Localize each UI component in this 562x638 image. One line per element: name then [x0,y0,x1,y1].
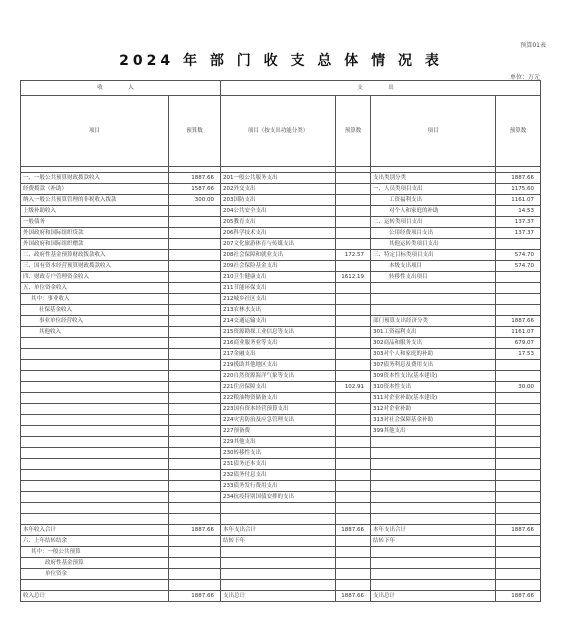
item-cell: 其中：事业收入 [21,294,169,305]
item-cell [371,459,496,470]
item-cell: 上级补助收入 [21,206,169,217]
item-cell: 227预备费 [221,426,336,437]
column-header: 项目（按支出功能分类） [221,96,336,167]
item-cell: 支出总计 [371,591,496,602]
amount-cell [496,404,541,415]
amount-cell [496,426,541,437]
item-cell: 217金融支出 [221,349,336,360]
amount-cell [169,239,221,250]
amount-cell [336,547,371,558]
page-title: 2024 年 部 门 收 支 总 体 情 况 表 [119,53,443,69]
item-cell: 本年支出合计 [221,525,336,536]
item-cell [371,305,496,316]
amount-cell [496,547,541,558]
item-cell: 结转下年 [371,536,496,547]
table-row [21,404,541,415]
item-cell: 230转移性支出 [221,448,336,459]
table-row [21,272,541,283]
item-cell: 212城乡社区支出 [221,294,336,305]
amount-cell: 574.70 [496,250,541,261]
amount-cell [336,239,371,250]
amount-cell [336,305,371,316]
amount-cell: 1887.66 [169,173,221,184]
amount-cell [336,415,371,426]
amount-cell [336,426,371,437]
totals-row [21,580,541,591]
amount-cell [169,217,221,228]
item-cell: 206科学技术支出 [221,228,336,239]
table-row [21,195,541,206]
item-cell: 399其他支出 [371,426,496,437]
amount-cell [169,415,221,426]
amount-cell [169,536,221,547]
item-cell: 单位资金 [21,569,169,580]
table-row [21,316,541,327]
item-cell [21,448,169,459]
item-cell: 221住房保障支出 [221,382,336,393]
amount-cell: 14.53 [496,206,541,217]
amount-cell [336,294,371,305]
amount-cell [169,547,221,558]
amount-cell [336,481,371,492]
table-row [21,250,541,261]
amount-cell [496,459,541,470]
amount-cell: 1587.66 [169,184,221,195]
amount-cell: 1161.07 [496,327,541,338]
amount-cell [169,305,221,316]
amount-cell [169,349,221,360]
item-cell: 对个人和家庭的补助 [371,206,496,217]
item-cell: 205教育支出 [221,217,336,228]
amount-cell: 1887.66 [169,591,221,602]
item-cell: 部门预算支出经济分类 [371,316,496,327]
amount-cell [169,393,221,404]
item-cell: 209社会保险基金支出 [221,261,336,272]
item-cell: 203国防支出 [221,195,336,206]
amount-cell [496,569,541,580]
amount-cell [169,470,221,481]
amount-cell [336,195,371,206]
item-cell: 220自然资源海洋气象等支出 [221,371,336,382]
amount-cell [336,338,371,349]
amount-cell [169,294,221,305]
item-cell: 202外交支出 [221,184,336,195]
column-header: 预算数 [496,96,541,167]
item-cell: 211节能环保支出 [221,283,336,294]
item-cell: 支出总计 [221,591,336,602]
item-cell [371,569,496,580]
item-cell: 本级支出项目 [371,261,496,272]
table-row [21,338,541,349]
amount-cell [336,459,371,470]
amount-cell [336,349,371,360]
item-cell [21,426,169,437]
item-cell: 公用经费项目支出 [371,228,496,239]
amount-cell [496,437,541,448]
item-cell: 214交通运输支出 [221,316,336,327]
amount-cell [496,448,541,459]
amount-cell [169,360,221,371]
amount-cell [336,558,371,569]
amount-cell [336,316,371,327]
amount-cell [496,239,541,250]
item-cell [21,360,169,371]
item-cell: 313对社会保障基金补助 [371,415,496,426]
amount-cell: 1887.66 [336,591,371,602]
item-cell: 233债务发行费用支出 [221,481,336,492]
amount-cell [336,261,371,272]
table-row [21,261,541,272]
amount-cell [336,360,371,371]
item-cell: 外国政府和国际组织赠款 [21,239,169,250]
table-row [21,294,541,305]
amount-cell [169,272,221,283]
totals-row [21,547,541,558]
amount-cell [169,569,221,580]
amount-cell: 30.00 [496,382,541,393]
table-row [21,371,541,382]
item-cell: 307债务利息及费用支出 [371,360,496,371]
item-cell: 收入总计 [21,591,169,602]
item-cell: 本年收入合计 [21,525,169,536]
amount-cell [336,470,371,481]
item-cell: 312对企业补助 [371,404,496,415]
totals-row [21,569,541,580]
column-header-row [21,96,541,167]
item-cell [371,294,496,305]
item-cell [221,558,336,569]
item-cell [21,459,169,470]
amount-cell [169,481,221,492]
item-cell: 事业单位经营收入 [21,316,169,327]
section-header-row [21,81,541,96]
item-cell: 213农林水支出 [221,305,336,316]
amount-cell [336,217,371,228]
item-cell [371,492,496,503]
item-cell: 其他收入 [21,327,169,338]
table-row [21,228,541,239]
table-row [21,173,541,184]
totals-row [21,525,541,536]
amount-cell [496,558,541,569]
amount-cell [496,492,541,503]
item-cell: 231债务还本支出 [221,459,336,470]
item-cell [21,371,169,382]
table-row [21,382,541,393]
amount-cell [336,404,371,415]
amount-cell: 17.53 [496,349,541,360]
amount-cell [336,371,371,382]
totals-row [21,591,541,602]
amount-cell: 1887.66 [336,525,371,536]
table-row [21,239,541,250]
item-cell [371,437,496,448]
table-row [21,470,541,481]
amount-cell [336,173,371,184]
amount-cell [169,261,221,272]
table-row [21,492,541,503]
amount-cell [336,393,371,404]
item-cell: 303对个人和家庭的补助 [371,349,496,360]
item-cell [371,547,496,558]
amount-cell [169,558,221,569]
amount-cell [336,283,371,294]
item-cell: 207文化旅游体育与传媒支出 [221,239,336,250]
item-cell [221,569,336,580]
item-cell: 二、运转类项目支出 [371,217,496,228]
amount-cell: 1887.66 [496,525,541,536]
item-cell: 工资福利支出 [371,195,496,206]
item-cell [371,558,496,569]
item-cell: 其他运转类项目支出 [371,239,496,250]
item-cell [221,580,336,591]
item-cell: 支出类别分类 [371,173,496,184]
item-cell: 政府性基金预算 [21,558,169,569]
amount-cell [169,404,221,415]
column-header: 项目 [21,96,169,167]
column-header: 预算数 [336,96,371,167]
item-cell [21,393,169,404]
amount-cell [169,250,221,261]
item-cell: 216商业服务业等支出 [221,338,336,349]
item-cell [371,481,496,492]
amount-cell [336,569,371,580]
amount-cell: 137.37 [496,228,541,239]
item-cell: 六、上年结转结余 [21,536,169,547]
amount-cell [169,206,221,217]
amount-cell [169,228,221,239]
item-cell: 一、人员类项目支出 [371,184,496,195]
item-cell: 234抗疫特别国债安排的支出 [221,492,336,503]
item-cell: 210卫生健康支出 [221,272,336,283]
amount-cell: 574.70 [496,261,541,272]
table-row [21,448,541,459]
amount-cell [336,580,371,591]
item-cell: 215资源勘探工业信息等支出 [221,327,336,338]
amount-cell: 1887.66 [496,316,541,327]
amount-cell [169,580,221,591]
item-cell: 一般债务 [21,217,169,228]
totals-row [21,536,541,547]
amount-cell [336,492,371,503]
item-cell: 四、财政专户管理资金收入 [21,272,169,283]
table-row [21,459,541,470]
amount-cell [336,448,371,459]
amount-cell [169,316,221,327]
amount-cell [169,382,221,393]
amount-cell [336,228,371,239]
item-cell: 三、特定目标类项目支出 [371,250,496,261]
amount-cell [496,393,541,404]
amount-cell [496,294,541,305]
amount-cell [336,536,371,547]
item-cell: 三、国有资本经营预算财政拨款收入 [21,261,169,272]
amount-cell: 300.00 [169,195,221,206]
item-cell: 223国有资本经营预算支出 [221,404,336,415]
table-row [21,360,541,371]
amount-cell [169,327,221,338]
amount-cell [496,481,541,492]
unit-label: 单位：万元 [509,74,540,81]
item-cell: 结转下年 [221,536,336,547]
amount-cell [496,360,541,371]
amount-cell [169,492,221,503]
item-cell: 204公共安全支出 [221,206,336,217]
item-cell [371,580,496,591]
table-row [21,305,541,316]
amount-cell: 1887.66 [169,525,221,536]
amount-cell [169,371,221,382]
table-row [21,184,541,195]
amount-cell: 102.91 [336,382,371,393]
blank-row [21,514,541,525]
item-cell: 222粮油物资储备支出 [221,393,336,404]
item-cell: 219援助其他地区支出 [221,360,336,371]
amount-cell: 1612.19 [336,272,371,283]
table-row [21,349,541,360]
item-cell: 224灾害防治及应急管理支出 [221,415,336,426]
item-cell [21,580,169,591]
item-cell: 社保基金收入 [21,305,169,316]
amount-cell [496,536,541,547]
amount-cell [496,305,541,316]
amount-cell [169,426,221,437]
column-header: 预算数 [169,96,221,167]
table-row [21,393,541,404]
table-row [21,426,541,437]
amount-cell: 1887.66 [496,591,541,602]
budget-table [20,80,541,602]
item-cell: 301工资福利支出 [371,327,496,338]
item-cell [371,283,496,294]
table-row [21,283,541,294]
amount-cell [336,184,371,195]
blank-row [21,503,541,514]
amount-cell [496,272,541,283]
amount-cell [336,327,371,338]
item-cell: 311对企业补助(基本建设) [371,393,496,404]
column-header: 项目 [371,96,496,167]
item-cell: 310资本性支出 [371,382,496,393]
item-cell [21,382,169,393]
item-cell: 208社会保障和就业支出 [221,250,336,261]
item-cell: 229其他支出 [221,437,336,448]
table-number: 预算01表 [520,42,546,49]
item-cell [221,547,336,558]
item-cell: 外国政府和国际组织贷款 [21,228,169,239]
item-cell [21,470,169,481]
section-expense-label: 支 出 [221,81,541,96]
item-cell: 五、单位资金收入 [21,283,169,294]
item-cell: 转移性支出项目 [371,272,496,283]
item-cell [371,470,496,481]
amount-cell [496,283,541,294]
item-cell [21,404,169,415]
item-cell [21,437,169,448]
section-income-label: 收 入 [21,81,221,96]
table-row [21,481,541,492]
item-cell: 一、一般公共预算财政拨款收入 [21,173,169,184]
amount-cell: 1161.07 [496,195,541,206]
amount-cell [336,206,371,217]
item-cell [21,338,169,349]
item-cell: 302商品和服务支出 [371,338,496,349]
amount-cell [169,338,221,349]
item-cell: 309资本性支出(基本建设) [371,371,496,382]
item-cell: 二、政府性基金预算财政拨款收入 [21,250,169,261]
item-cell: 其中：一般公共预算 [21,547,169,558]
amount-cell [169,437,221,448]
item-cell: 232债务付息支出 [221,470,336,481]
item-cell: 本年支出合计 [371,525,496,536]
amount-cell [496,470,541,481]
amount-cell: 1175.60 [496,184,541,195]
table-row [21,206,541,217]
amount-cell [169,283,221,294]
amount-cell [496,580,541,591]
amount-cell: 679.07 [496,338,541,349]
amount-cell: 1887.66 [496,173,541,184]
table-row [21,415,541,426]
amount-cell: 172.57 [336,250,371,261]
table-row [21,217,541,228]
amount-cell [496,371,541,382]
item-cell: 201一般公共服务支出 [221,173,336,184]
item-cell: 纳入一般公共预算管理的非税收入拨款 [21,195,169,206]
totals-row [21,558,541,569]
item-cell [21,492,169,503]
amount-cell [336,437,371,448]
item-cell [21,481,169,492]
amount-cell [169,448,221,459]
amount-cell [169,459,221,470]
item-cell: 经费拨款（补助） [21,184,169,195]
item-cell [21,415,169,426]
table-row [21,437,541,448]
amount-cell [496,415,541,426]
item-cell [371,448,496,459]
amount-cell: 137.37 [496,217,541,228]
table-row [21,327,541,338]
item-cell [21,349,169,360]
